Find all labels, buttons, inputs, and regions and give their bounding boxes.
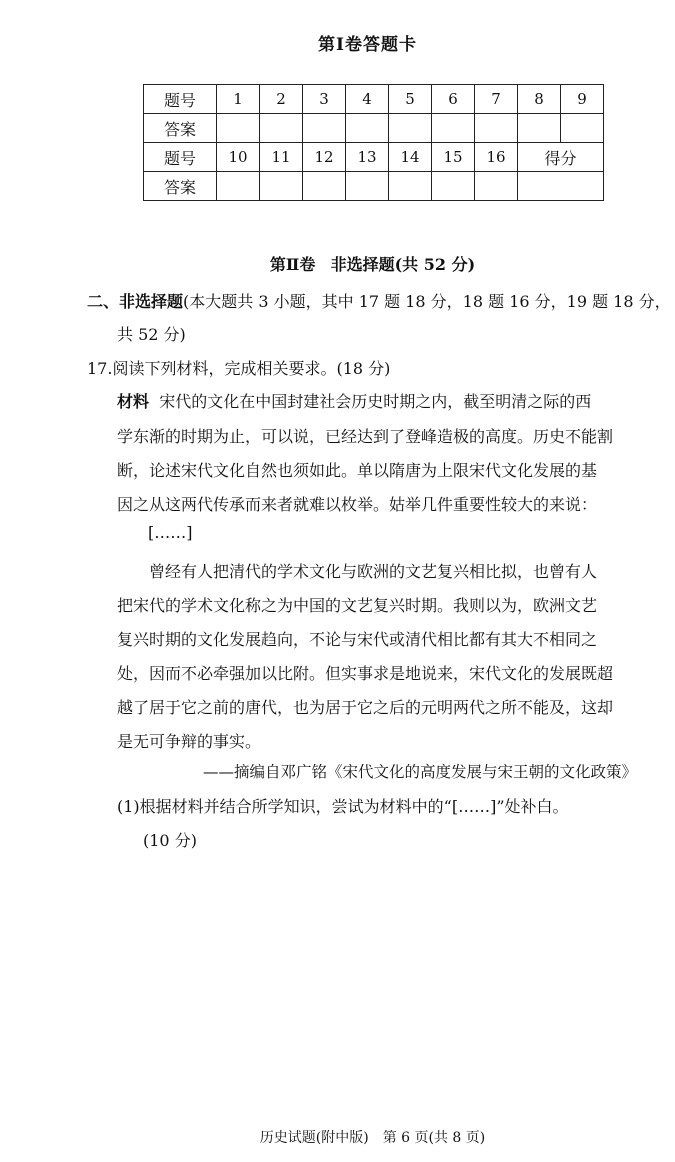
question-number-cell: 8 xyxy=(518,85,561,114)
sub-question-1: (1)根据材料并结合所学知识，尝试为材料中的“[……]”处补白。 xyxy=(117,797,569,816)
material-text: 复兴时期的文化发展趋向，不论与宋代或清代相比都有其大不相同之 xyxy=(117,630,598,649)
material-text: 越了居于它之前的唐代，也为居于它之后的元明两代之所不能及，这却 xyxy=(117,698,614,717)
material-source: ——摘编自邓广铭《宋代文化的高度发展与宋王朝的文化政策》 xyxy=(203,763,638,781)
question-number-label: 题号 xyxy=(144,85,217,114)
answer-cell[interactable] xyxy=(303,114,346,143)
answer-cell[interactable] xyxy=(561,114,604,143)
part2-volume: 第Ⅱ卷 xyxy=(269,255,316,274)
question-number-cell: 1 xyxy=(217,85,260,114)
question-number-cell: 3 xyxy=(303,85,346,114)
material-text: 曾经有人把清代的学术文化与欧洲的文艺复兴相比拟，也曾有人 xyxy=(149,562,598,581)
question-number-cell: 4 xyxy=(346,85,389,114)
material-text: 是无可争辩的事实。 xyxy=(117,732,262,751)
sub-question-1-score: (10 分) xyxy=(143,831,197,850)
answer-cell[interactable] xyxy=(260,172,303,201)
answer-card-table xyxy=(143,84,604,201)
table-row xyxy=(144,172,604,201)
question-number-cell: 13 xyxy=(346,143,389,172)
score-cell[interactable] xyxy=(518,172,604,201)
material-text: 因之从这两代传承而来者就难以枚举。姑举几件重要性较大的来说： xyxy=(117,495,598,514)
answer-cell[interactable] xyxy=(260,114,303,143)
answer-cell[interactable] xyxy=(217,114,260,143)
answer-card-title: 第Ⅰ卷答题卡 xyxy=(318,35,417,55)
material-text: 处，因而不必牵强加以比附。但实事求是地说来，宋代文化的发展既超 xyxy=(117,664,614,683)
answer-cell[interactable] xyxy=(432,114,475,143)
answer-cell[interactable] xyxy=(389,114,432,143)
answer-cell[interactable] xyxy=(432,172,475,201)
material-gap: [……] xyxy=(148,523,193,542)
question-number-cell: 7 xyxy=(475,85,518,114)
answer-label: 答案 xyxy=(144,172,217,201)
material-text: 把宋代的学术文化称之为中国的文艺复兴时期。我则以为，欧洲文艺 xyxy=(117,596,598,615)
part2-title xyxy=(0,252,675,275)
section-heading-line xyxy=(87,289,671,312)
question-number-label: 题号 xyxy=(144,143,217,172)
question-number-cell: 15 xyxy=(432,143,475,172)
section-description: (本大题共 3 小题，其中 17 题 18 分，18 题 16 分，19 题 18 分， xyxy=(183,292,671,311)
table-row xyxy=(144,143,604,172)
answer-label: 答案 xyxy=(144,114,217,143)
part2-heading: 非选择题(共 52 分) xyxy=(330,255,476,274)
table-row xyxy=(144,114,604,143)
question-number-cell: 9 xyxy=(561,85,604,114)
answer-cell[interactable] xyxy=(389,172,432,201)
material-text: 学东渐的时期为止，可以说，已经达到了登峰造极的高度。历史不能割 xyxy=(117,427,614,446)
material-line xyxy=(117,389,591,412)
question-number-cell: 6 xyxy=(432,85,475,114)
page-footer: 历史试题(附中版) 第 6 页(共 8 页) xyxy=(259,1130,486,1146)
question-number-cell: 5 xyxy=(389,85,432,114)
material-text: 断，论述宋代文化自然也须如此。单以隋唐为上限宋代文化发展的基 xyxy=(117,461,598,480)
material-text: 宋代的文化在中国封建社会历史时期之内，截至明清之际的西 xyxy=(159,392,592,411)
section-heading: 二、非选择题 xyxy=(87,292,184,311)
question-number-cell: 14 xyxy=(389,143,432,172)
material-label: 材料 xyxy=(117,392,150,411)
question-number-cell: 12 xyxy=(303,143,346,172)
answer-cell[interactable] xyxy=(346,114,389,143)
answer-cell[interactable] xyxy=(518,114,561,143)
section-description-cont: 共 52 分) xyxy=(117,325,186,344)
score-label: 得分 xyxy=(518,143,604,172)
question-number-cell: 2 xyxy=(260,85,303,114)
answer-cell[interactable] xyxy=(217,172,260,201)
answer-cell[interactable] xyxy=(475,114,518,143)
answer-cell[interactable] xyxy=(303,172,346,201)
question-number-cell: 16 xyxy=(475,143,518,172)
answer-cell[interactable] xyxy=(475,172,518,201)
question-number-cell: 10 xyxy=(217,143,260,172)
question-number-cell: 11 xyxy=(260,143,303,172)
table-row xyxy=(144,85,604,114)
question-17-stem: 17.阅读下列材料，完成相关要求。(18 分) xyxy=(87,359,391,378)
answer-cell[interactable] xyxy=(346,172,389,201)
